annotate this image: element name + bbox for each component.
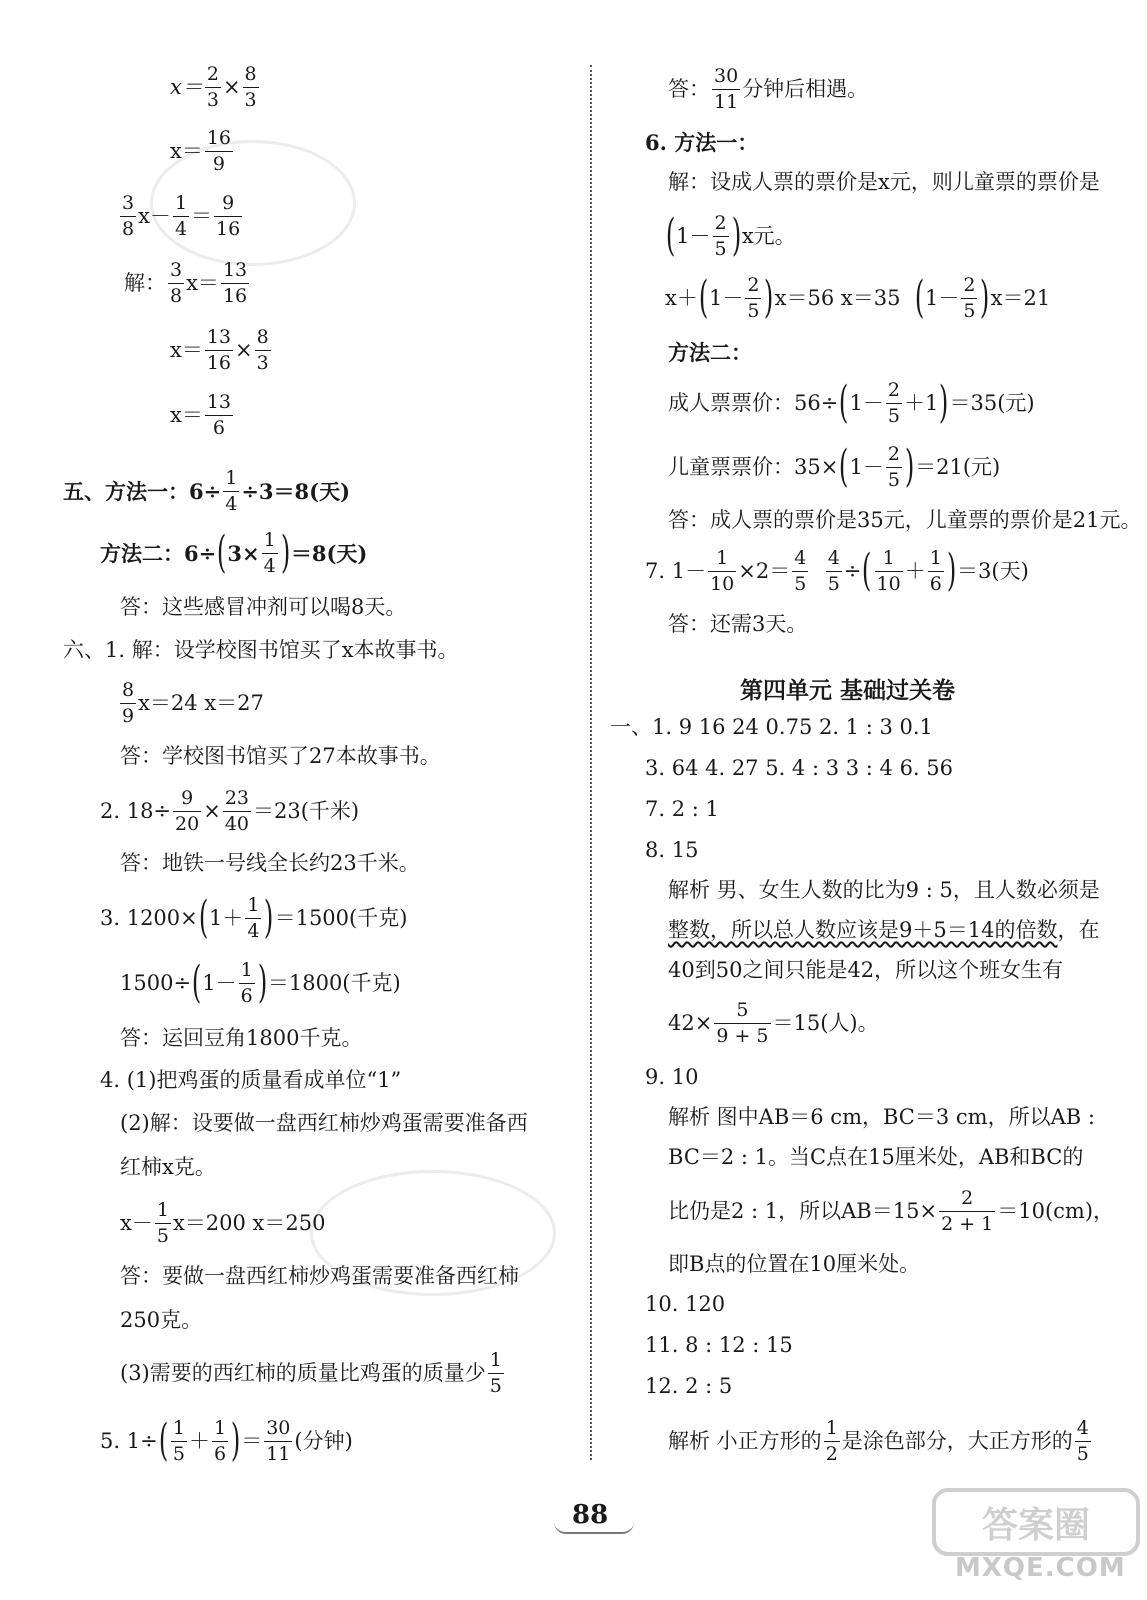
answer-text: ＝21(元) (915, 454, 1001, 479)
analysis-line: 42× $\frac{5}{9 + 5}$ ＝15(人)。 (668, 999, 879, 1047)
answer-text: ＝3(天) (957, 558, 1029, 583)
analysis-text: 解析 小正方形的 (668, 1428, 822, 1453)
answer-text: (分钟) (294, 1428, 353, 1453)
question-six-3: 3. 1200× ( 1＋ $\frac{1}{4}$ ) ＝1500(千克) (100, 892, 408, 944)
answer-one-3: 3. 64 4. 27 5. 4 : 3 3 : 4 6. 56 (645, 756, 954, 780)
answer-text: 红柿x克。 (120, 1155, 216, 1179)
answer-one-8: 8. 15 (645, 838, 699, 862)
equation-text: x＝21 (990, 285, 1051, 310)
analysis-text: 比仍是2 : 1，所以AB＝15× (668, 1198, 938, 1223)
equation-text: x－ (138, 203, 171, 228)
analysis-text: 40到50之间只能是42，所以这个班女生有 (668, 958, 1064, 982)
answer-text: 答：这些感冒冲剂可以喝8天。 (120, 595, 407, 619)
equation-line: x＋ ( 1－ $\frac{2}{5}$ ) x＝56 x＝35 ( 1－ $\frac{2}{5}$ ) x＝21 (665, 272, 1051, 324)
answer-text: 1500÷ (120, 970, 192, 995)
answer-one-1: 一、1. 9 16 24 0.75 2. 1 : 3 0.1 (610, 715, 933, 739)
analysis-text: BC＝2 : 1。当C点在15厘米处，AB和BC的 (668, 1145, 1084, 1169)
answer-text: 解：设成人票的票价是x元，则儿童票的票价是 (668, 170, 1100, 194)
analysis-text: ＝15(人)。 (772, 1010, 879, 1035)
answer-text: 2. 18÷ (100, 798, 172, 823)
answer-text: 答：地铁一号线全长约23千米。 (120, 851, 420, 875)
answer-text: ＝1800(千克) (267, 970, 401, 995)
analysis-line: 比仍是2 : 1，所以AB＝15× $\frac{2}{2 + 1}$ ＝10(cm)， (668, 1187, 1115, 1235)
answer-text: x元。 (741, 223, 796, 248)
equation-text: x＝200 x＝250 (172, 1210, 326, 1235)
answer-one-11: 11. 8 : 12 : 15 (645, 1333, 793, 1357)
equation-line: x＝ $\frac{13}{6}$ (170, 391, 232, 439)
equation-line: ( 1－ $\frac{2}{5}$ ) x元。 (665, 210, 796, 262)
equation-text: x＝ (170, 138, 203, 163)
equation-text: x＝ (170, 74, 203, 99)
equation-line: x＝ $\frac{13}{16}$ × $\frac{8}{3}$ (170, 326, 269, 374)
question-six-4: 4. (1)把鸡蛋的质量看成单位“1” (100, 1068, 402, 1092)
watermark-logo: 答案圈 (932, 1488, 1140, 1556)
question-six-2: 2. 18÷ $\frac{9}{20}$ × $\frac{23}{40}$ ＝23(千米) (100, 787, 360, 835)
answer-text: 7. 1－ (645, 558, 707, 583)
answer-text: 答：还需3天。 (668, 612, 808, 636)
analysis-text: ，在 (1057, 918, 1100, 942)
analysis-text: 整数，所以总人数应该是9＋5＝14的倍数 (668, 918, 1058, 942)
swoosh-decoration (554, 1522, 634, 1534)
answer-one-9: 9. 10 (645, 1065, 699, 1089)
answer-text: ＝23(千米) (253, 798, 360, 823)
equation-line: $\frac{8}{9}$ x＝24 x＝27 (122, 679, 264, 727)
page-number-text: 88 (572, 1500, 609, 1530)
answer-text: ＝8(天) (290, 540, 368, 566)
equation-text: x＝ (170, 337, 203, 362)
answer-text: 五、方法一：6÷ (63, 478, 222, 504)
watermark-url: MXQE.COM (955, 1553, 1126, 1583)
analysis-text: 是涂色部分，大正方形的 (841, 1428, 1073, 1453)
answer-one-12: 12. 2 : 5 (645, 1374, 733, 1398)
equation-text: 解： (124, 270, 166, 295)
answer-text: 250克。 (120, 1308, 203, 1332)
answer-text: (3)需要的西红柿的质量比鸡蛋的质量少 (120, 1360, 486, 1385)
answer-text: 答：要做一盘西红柿炒鸡蛋需要准备西红柿 (120, 1264, 519, 1288)
answer-line: (3)需要的西红柿的质量比鸡蛋的质量少 $\frac{1}{5}$ (120, 1349, 502, 1397)
answer-text: 方法二：6÷ (100, 540, 217, 566)
equation-text: x＝ (170, 402, 203, 427)
answer-text: 5. 1÷ (100, 1428, 158, 1453)
answer-text: 答：学校图书馆买了27本故事书。 (120, 744, 441, 768)
answer-text: 儿童票票价：35× (668, 454, 839, 479)
answer-one-7: 7. 2 : 1 (645, 797, 719, 821)
answer-five-method2: 方法二：6÷ ( 3× $\frac{1}{4}$ ) ＝8(天) (100, 527, 368, 579)
section-title: 第四单元 基础过关卷 (740, 678, 956, 704)
question-7: 7. 1－ $\frac{1}{10}$ ×2＝ $\frac{4}{5}$ $\frac{4}{5}$ ÷ ( $\frac{1}{10}$ ＋ $\frac{1}{6}$ ) ＝3(天) (645, 545, 1029, 597)
answer-one-10: 10. 120 (645, 1292, 726, 1316)
answer-text: 3. 1200× (100, 905, 198, 930)
question-six-5: 5. 1÷ ( $\frac{1}{5}$ ＋ $\frac{1}{6}$ ) ＝ $\frac{30}{11}$ (分钟) (100, 1415, 353, 1467)
equation-line: 解： $\frac{3}{8}$ x＝ $\frac{13}{16}$ (124, 259, 248, 307)
answer-text: 分钟后相遇。 (742, 76, 869, 101)
equation-line: $\frac{3}{8}$ x－ $\frac{1}{4}$ ＝ $\frac{9}{16}$ (122, 192, 241, 240)
answer-text: 答：运回豆角1800千克。 (120, 1026, 363, 1050)
equation-line: x＝ $\frac{16}{9}$ (170, 127, 232, 175)
question-six-1: 六、1. 解：设学校图书馆买了x本故事书。 (63, 638, 459, 662)
answer-text: ＝35(元) (949, 390, 1035, 415)
equation-text: x＝24 x＝27 (138, 690, 264, 715)
equation-line: 儿童票票价：35× ( 1－ $\frac{2}{5}$ ) ＝21(元) (668, 441, 1001, 493)
answer-text: ×2＝ (738, 558, 791, 583)
answer-text: 成人票票价：56÷ (668, 390, 839, 415)
answer-line: 答： $\frac{30}{11}$ 分钟后相遇。 (668, 65, 869, 113)
method-title: 方法二： (668, 340, 752, 365)
question-6-title: 6. 方法一： (645, 130, 759, 155)
analysis-text: ＝10(cm)， (997, 1198, 1115, 1223)
equation-line: 1500÷ ( 1－ $\frac{1}{6}$ ) ＝1800(千克) (120, 957, 401, 1009)
page-number (572, 1500, 608, 1530)
equation-text: x＝56 x＝35 (774, 285, 901, 310)
answer-text: ÷ (843, 558, 862, 583)
equation-line: x－ $\frac{1}{5}$ x＝200 x＝250 (120, 1199, 326, 1247)
analysis-text: 解析 男、女生人数的比为9 : 5，且人数必须是 (668, 878, 1100, 902)
equation-line: 成人票票价：56÷ ( 1－ $\frac{2}{5}$ ＋1 ) ＝35(元) (668, 377, 1035, 429)
answer-text: 答：成人票的票价是35元，儿童票的票价是21元。 (668, 508, 1142, 532)
analysis-line: 解析 小正方形的 $\frac{1}{2}$ 是涂色部分，大正方形的 $\frac{4}{5}$ (668, 1417, 1089, 1465)
analysis-text: 42× (668, 1010, 713, 1035)
answer-text: ＝1500(千克) (274, 905, 408, 930)
analysis-text: 解析 图中AB＝6 cm，BC＝3 cm，所以AB : (668, 1105, 1095, 1129)
analysis-line (668, 920, 1099, 941)
analysis-text: 即B点的位置在10厘米处。 (668, 1252, 921, 1276)
column-divider (590, 65, 592, 1460)
equation-line: x＝ $\frac{2}{3}$ × $\frac{8}{3}$ (170, 63, 257, 111)
answer-text: (2)解：设要做一盘西红柿炒鸡蛋需要准备西 (120, 1111, 528, 1135)
answer-text: ÷3＝8(天) (241, 478, 351, 504)
answer-five-method1: 五、方法一：6÷ $\frac{1}{4}$ ÷3＝8(天) (63, 467, 351, 515)
